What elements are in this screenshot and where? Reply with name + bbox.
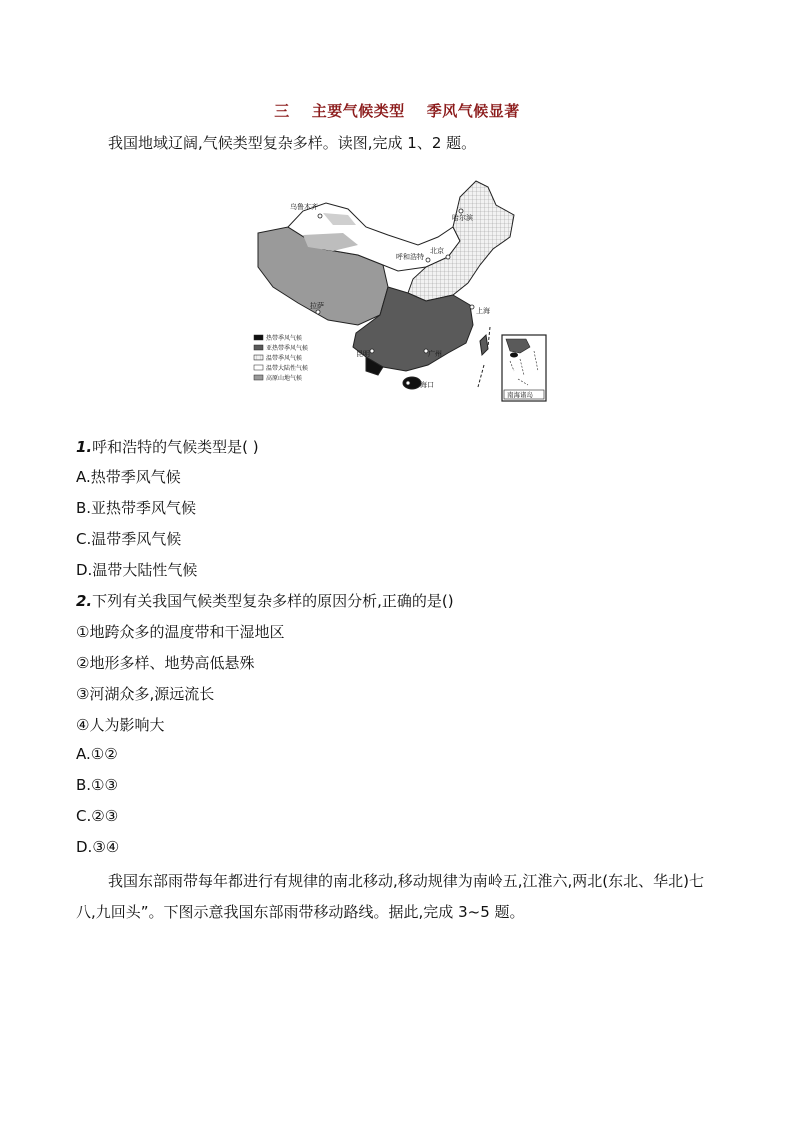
city-harbin: 哈尔滨 bbox=[452, 214, 473, 222]
q1-option-a: A.热带季风气候 bbox=[76, 468, 181, 486]
map-legend bbox=[254, 334, 308, 382]
q2-item-2: ②地形多样、地势高低悬殊 bbox=[76, 654, 255, 672]
inset-label: 南海诸岛 bbox=[507, 391, 533, 399]
city-hohhot: 呼和浩特 bbox=[396, 253, 424, 261]
q2-option-d: D.③④ bbox=[76, 838, 120, 856]
section-title bbox=[0, 100, 794, 121]
city-beijing: 北京 bbox=[430, 247, 444, 255]
temperate-monsoon-region bbox=[408, 181, 514, 301]
section-subheading: 季风气候显著 bbox=[426, 102, 520, 120]
q2-option-b: B.①③ bbox=[76, 776, 118, 794]
city-lhasa: 拉萨 bbox=[310, 302, 324, 310]
legend-temperate-monsoon: 温带季风气候 bbox=[266, 355, 303, 362]
q2-option-c: C.②③ bbox=[76, 807, 119, 825]
legend-tropical: 热带季风气候 bbox=[266, 335, 303, 342]
city-kunming: 昆明 bbox=[356, 350, 370, 358]
q2-item-1: ①地跨众多的温度带和干湿地区 bbox=[76, 623, 285, 641]
q2-stem: 2.下列有关我国气候类型复杂多样的原因分析,正确的是() bbox=[76, 592, 454, 610]
q2-item-4: ④人为影响大 bbox=[76, 716, 165, 734]
climate-map bbox=[248, 175, 548, 403]
q1-stem: 1.呼和浩特的气候类型是( ) bbox=[76, 438, 259, 456]
q1-option-b: B.亚热带季风气候 bbox=[76, 499, 197, 517]
intro-text: 我国地域辽阔,气候类型复杂多样。读图,完成 1、2 题。 bbox=[108, 134, 477, 152]
q1-option-d: D.温带大陆性气候 bbox=[76, 561, 198, 579]
city-urumqi: 乌鲁木齐 bbox=[290, 203, 318, 211]
legend-plateau: 高原山地气候 bbox=[266, 375, 303, 382]
q2-option-a: A.①② bbox=[76, 745, 118, 763]
section-number: 三 bbox=[274, 102, 290, 120]
city-haikou: 海口 bbox=[420, 381, 434, 389]
q2-item-3: ③河湖众多,源远流长 bbox=[76, 685, 215, 703]
legend-subtropical: 亚热带季风气候 bbox=[266, 345, 309, 352]
passage-rain-belt: 我国东部雨带每年都进行有规律的南北移动,移动规律为南岭五,江淮六,两北(东北、华北)七八,九回头”。下图示意我国东部雨带移动路线。据此,完成 3~5 题。 bbox=[76, 872, 705, 921]
city-shanghai: 上海 bbox=[476, 307, 490, 315]
q1-option-c: C.温带季风气候 bbox=[76, 530, 182, 548]
section-heading: 主要气候类型 bbox=[311, 102, 405, 120]
south-china-sea-inset bbox=[502, 335, 546, 401]
city-guangzhou: 广州 bbox=[428, 350, 442, 358]
legend-temperate-continental: 温带大陆性气候 bbox=[266, 365, 309, 372]
